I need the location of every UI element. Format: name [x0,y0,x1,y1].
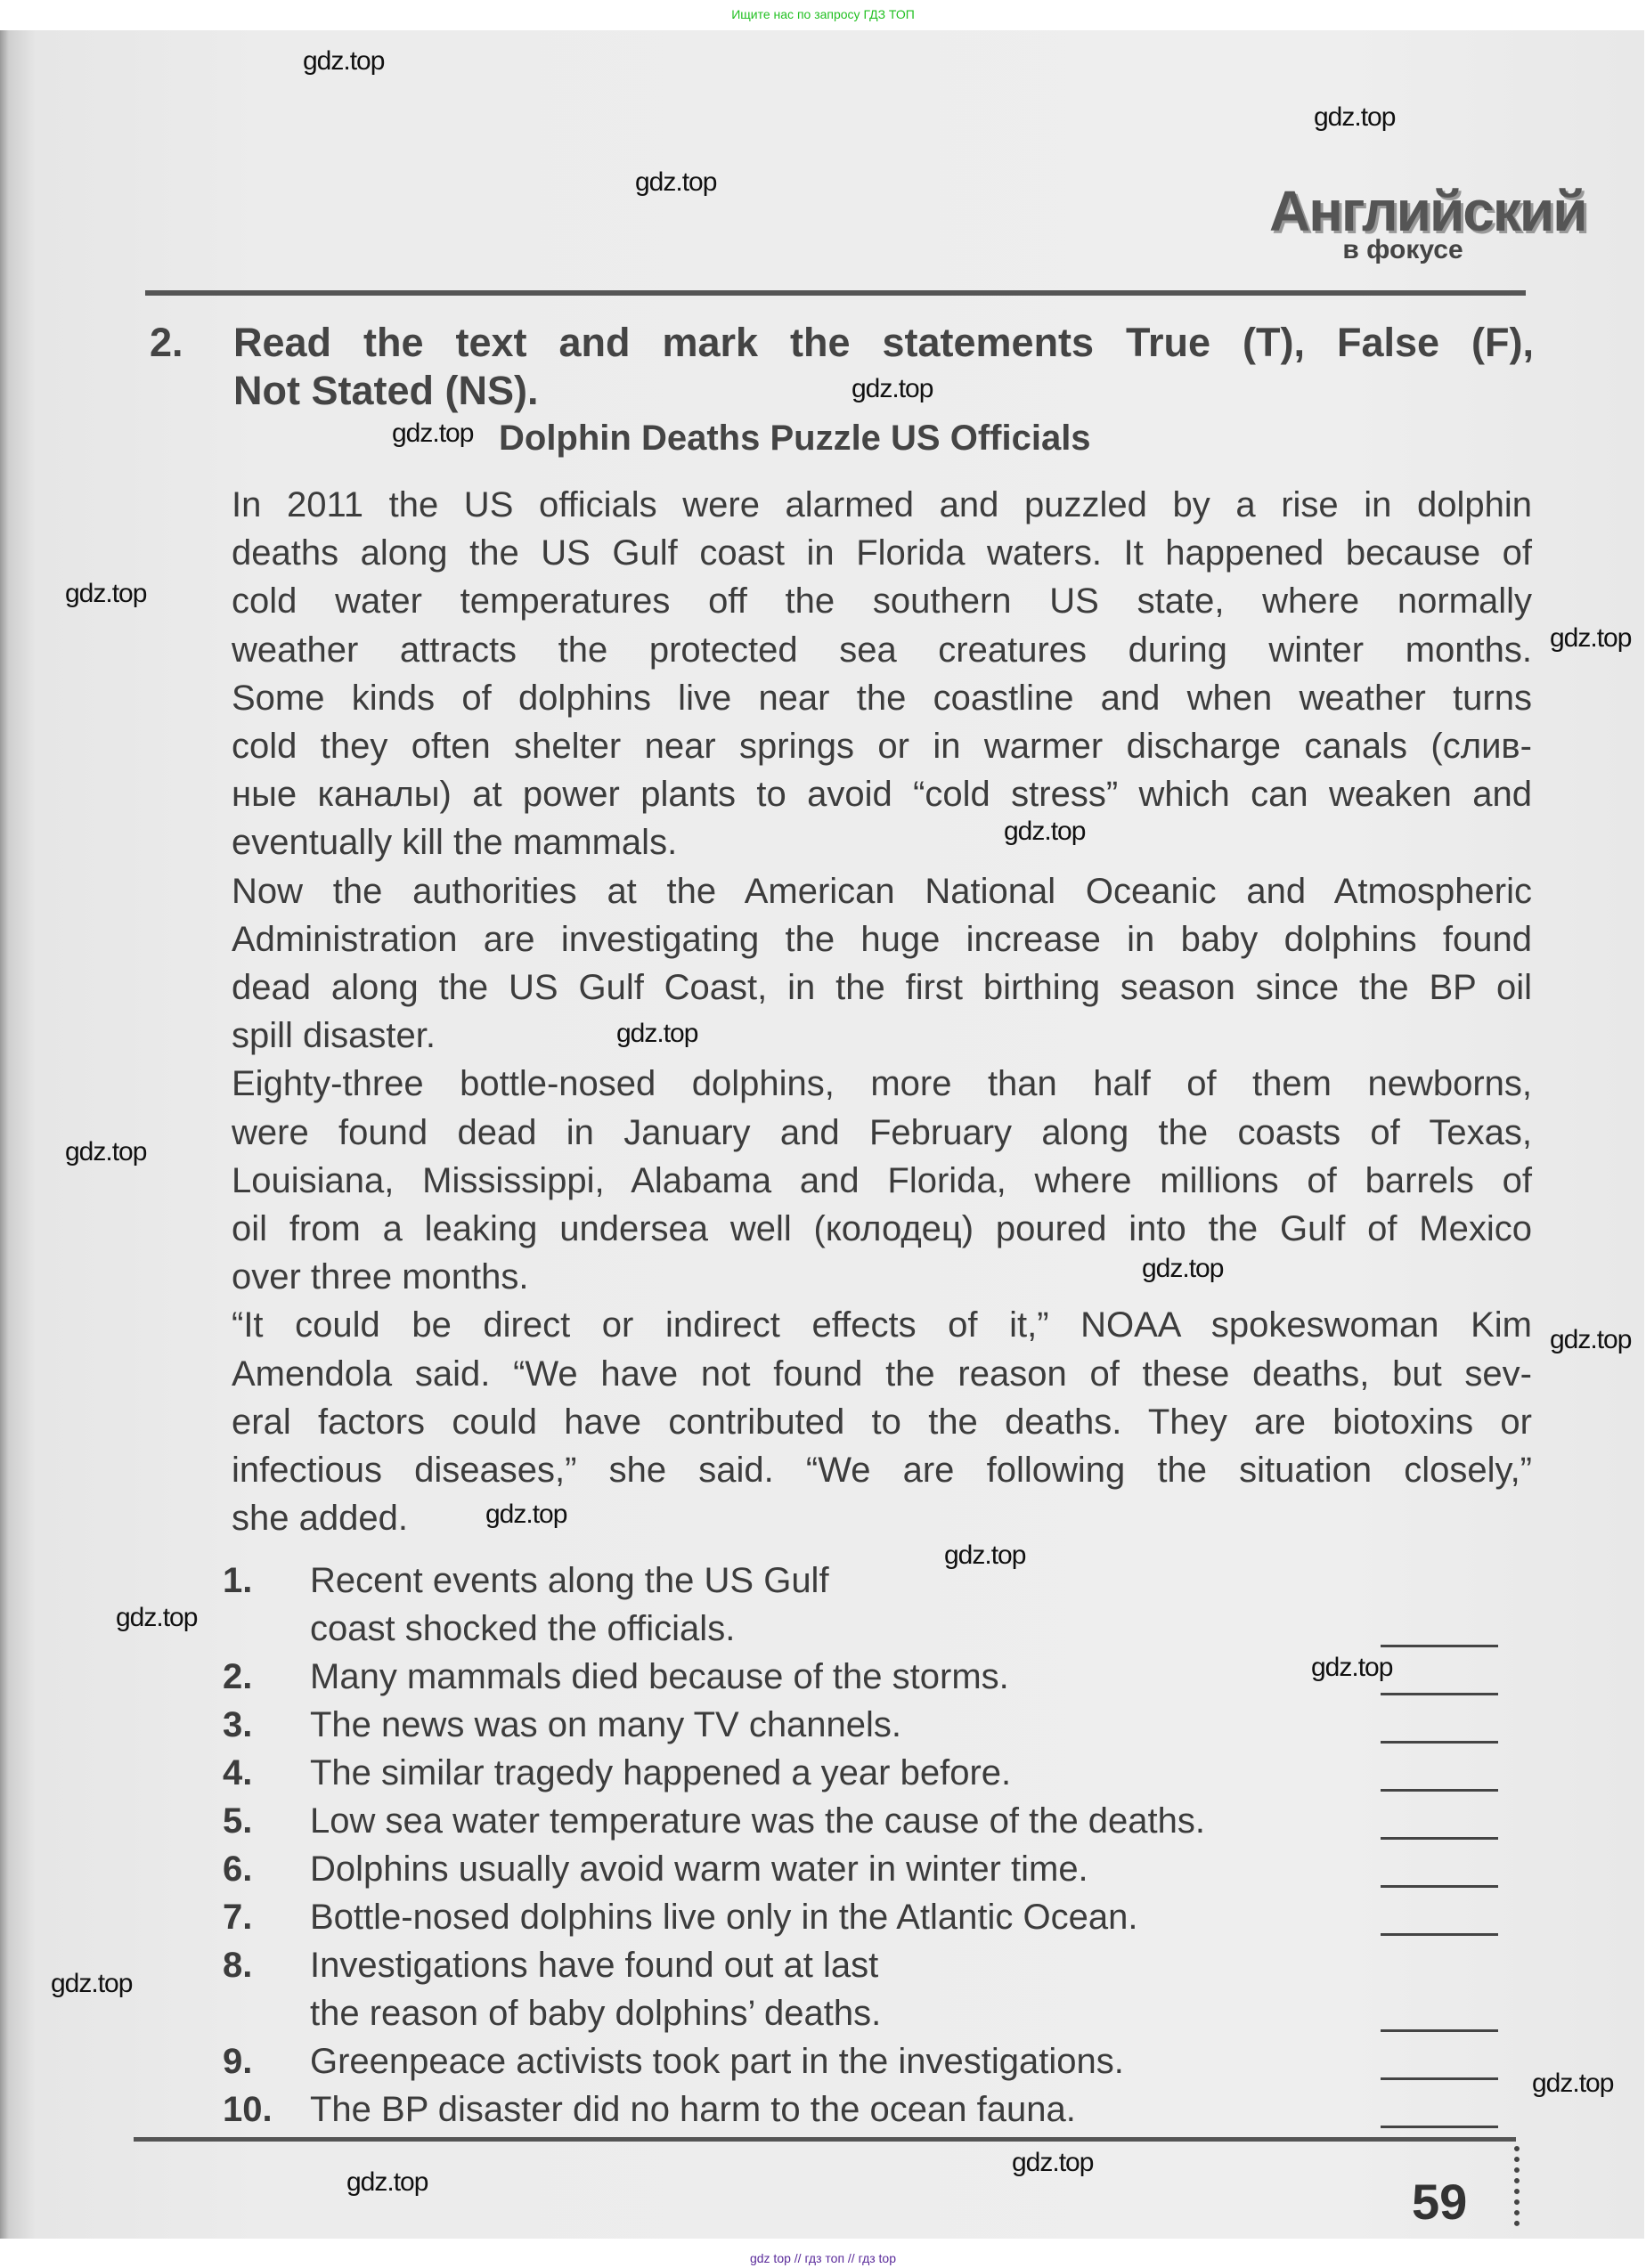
answer-blank[interactable] [1381,2029,1498,2032]
watermark: gdz.top [1012,2148,1094,2177]
task-text-line: Not Stated (NS). [233,368,539,413]
paragraph-line: oil from a leaking undersea well (колодец) poured into the Gulf of Mexico [232,1209,1532,1249]
statement-text: coast shocked the officials. [310,1609,736,1648]
statement-number: 8. [223,1946,253,1985]
article-paragraph [232,674,1532,867]
watermark: gdz.top [616,1019,698,1048]
statement-text: Low sea water temperature was the cause of the deaths. [310,1801,1206,1841]
statement-item [223,2037,1505,2085]
paragraph-line: cold water temperatures off the southern US state, where normally [232,581,1532,622]
watermark: gdz.top [116,1603,198,1632]
watermark: gdz.top [1532,2069,1614,2098]
paragraph-line: eral factors could have contributed to the deaths. They are biotoxins or [232,1402,1532,1442]
paragraph-line: cold they often shelter near springs or in warmer discharge canals (слив- [232,727,1532,767]
statement-text: The similar tragedy happened a year before. [310,1753,1012,1792]
statement-text: Many mammals died because of the storms. [310,1657,1009,1696]
watermark: gdz.top [944,1540,1026,1570]
paragraph-line: weather attracts the protected sea creatures during winter months. [232,630,1532,670]
statement-number: 6. [223,1849,253,1889]
watermark: gdz.top [1550,623,1632,653]
statement-number: 10. [223,2090,273,2129]
watermark: gdz.top [392,419,474,448]
paragraph-line: “It could be direct or indirect effects of it,” NOAA spokeswoman Kim [232,1305,1532,1345]
article-paragraph [232,867,1532,1061]
statement-text: Investigations have found out at last [310,1946,879,1985]
article-paragraph [232,1301,1532,1542]
answer-blank[interactable] [1381,1933,1498,1936]
statement-text: the reason of baby dolphins’ deaths. [310,1994,882,2033]
statement-text: The BP disaster did no harm to the ocean fauna. [310,2090,1076,2129]
statement-text: Bottle-nosed dolphins live only in the Atlantic Ocean. [310,1898,1138,1937]
footer-note: gdz top // гдз топ // гдз top [749,2251,897,2265]
paragraph-line: Now the authorities at the American National Oceanic and Atmospheric [232,871,1532,911]
logo-title: Английский [1269,179,1586,243]
watermark: gdz.top [485,1500,567,1529]
article-title: Dolphin Deaths Puzzle US Officials [499,419,1091,458]
article-paragraph [232,481,1532,674]
statement-number: 9. [223,2042,253,2081]
statement-number: 3. [223,1705,253,1744]
statement-item [223,1845,1505,1893]
answer-blank[interactable] [1381,1789,1498,1792]
paragraph-line: infectious diseases,” she said. “We are following the situation closely,” [232,1451,1532,1491]
answer-blank[interactable] [1381,2077,1498,2080]
watermark: gdz.top [635,167,717,197]
paragraph-line: ные каналы) at power plants to avoid “cold stress” which can weaken and [232,775,1532,815]
statement-number: 1. [223,1561,253,1600]
statements-list [223,1557,1505,2134]
page-number: 59 [1412,2174,1468,2230]
bottom-divider [134,2137,1516,2142]
article-body [232,481,1532,1542]
watermark: gdz.top [1314,102,1396,132]
statement-item [223,1749,1505,1797]
book-logo [1269,178,1586,265]
paragraph-line: she added. [232,1499,408,1539]
paragraph-line: dead along the US Gulf Coast, in the first birthing season since the BP oil [232,968,1532,1008]
top-divider [145,290,1526,296]
paragraph-line: deaths along the US Gulf coast in Florida waters. It happened because of [232,533,1532,573]
watermark: gdz.top [1142,1254,1224,1283]
paragraph-line: In 2011 the US officials were alarmed and puzzled by a rise in dolphin [232,485,1532,524]
watermark: gdz.top [852,374,933,403]
answer-blank[interactable] [1381,1741,1498,1744]
watermark: gdz.top [51,1969,133,1998]
logo-subtitle: в фокусе [1342,235,1463,264]
statement-text: Recent events along the US Gulf [310,1561,829,1600]
paragraph-line: Amendola said. “We have not found the reason of these deaths, but sev- [232,1353,1532,1394]
task-text-line: Read the text and mark the statements True (T), False (F), [233,320,1534,365]
statement-text: The news was on many TV channels. [310,1705,902,1744]
statement-item [223,1941,1505,2037]
answer-blank[interactable] [1381,1885,1498,1888]
answer-blank[interactable] [1381,2126,1498,2128]
page-edge-dots [1514,2146,1525,2226]
paragraph-line: Some kinds of dolphins live near the coastline and when weather turns [232,678,1532,718]
watermark: gdz.top [1311,1653,1393,1682]
statement-number: 2. [223,1657,253,1696]
paragraph-line: spill disaster. [232,1016,436,1056]
statement-number: 4. [223,1753,253,1792]
statement-item [223,1557,1505,1653]
statement-number: 5. [223,1801,253,1841]
statement-item [223,1893,1505,1941]
statement-item [223,2085,1505,2134]
statement-number: 7. [223,1898,253,1937]
task-number: 2. [150,320,183,365]
answer-blank[interactable] [1381,1693,1498,1695]
paragraph-line: eventually kill the mammals. [232,823,678,863]
paragraph-line: Eighty-three bottle-nosed dolphins, more than half of them newborns, [232,1064,1532,1104]
paragraph-line: over three months. [232,1257,529,1297]
statement-item [223,1701,1505,1749]
watermark: gdz.top [1550,1325,1632,1354]
answer-blank[interactable] [1381,1645,1498,1647]
article-paragraph [232,1060,1532,1301]
watermark: gdz.top [1004,817,1086,846]
paragraph-line: Administration are investigating the huge increase in baby dolphins found [232,919,1532,959]
watermark: gdz.top [303,46,385,76]
watermark: gdz.top [65,579,147,608]
statement-text: Dolphins usually avoid warm water in winter time. [310,1849,1088,1889]
paragraph-line: Louisiana, Mississippi, Alabama and Florida, where millions of barrels of [232,1160,1532,1200]
statement-item [223,1797,1505,1845]
answer-blank[interactable] [1381,1837,1498,1840]
search-hint-banner: Ищите нас по запросу ГДЗ ТОП [731,7,915,21]
watermark: gdz.top [346,2167,428,2197]
paragraph-line: were found dead in January and February along the coasts of Texas, [232,1112,1532,1152]
watermark: gdz.top [65,1137,147,1167]
statement-text: Greenpeace activists took part in the investigations. [310,2042,1124,2081]
